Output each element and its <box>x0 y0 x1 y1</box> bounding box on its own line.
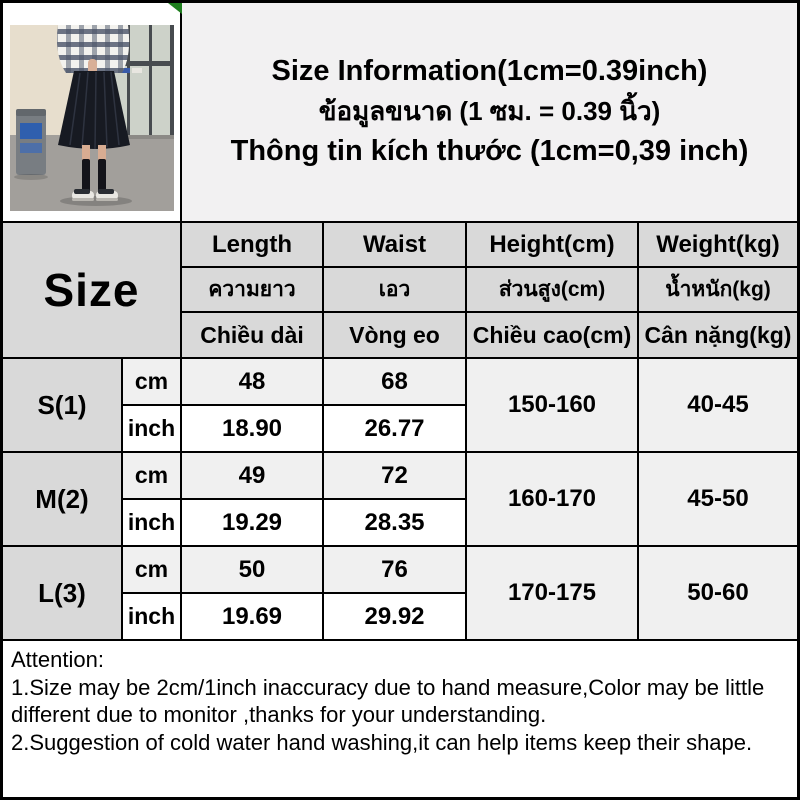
header-height-th: ส่วนสูง(cm) <box>467 268 637 311</box>
cell-m2-waist-inch: 28.35 <box>324 500 465 545</box>
cell-l3-height: 170-175 <box>467 547 637 639</box>
row-label-l3: L(3) <box>3 547 121 639</box>
cell-l3-length-cm: 50 <box>182 547 322 592</box>
header-waist-th: เอว <box>324 268 465 311</box>
attention-heading: Attention: <box>11 647 104 672</box>
header-length-th: ความยาว <box>182 268 322 311</box>
cell-m2-height: 160-170 <box>467 453 637 545</box>
header-length-vi: Chiều dài <box>182 313 322 357</box>
row-label-s1: S(1) <box>3 359 121 451</box>
title-thai: ข้อมูลขนาด (1 ซม. = 0.39 นิ้ว) <box>318 96 661 127</box>
attention-notes <box>3 641 797 797</box>
cell-m2-waist-cm: 72 <box>324 453 465 498</box>
cell-m2-length-cm: 49 <box>182 453 322 498</box>
header-height-en: Height(cm) <box>467 223 637 266</box>
attention-note-2: 2.Suggestion of cold water hand washing,it can help items keep their shape. <box>11 729 753 755</box>
trash-can <box>14 109 48 180</box>
header-waist-vi: Vòng eo <box>324 313 465 357</box>
header-weight-th: น้ำหนัก(kg) <box>639 268 797 311</box>
unit-inch-l3: inch <box>123 594 180 639</box>
cell-l3-weight: 50-60 <box>639 547 797 639</box>
cell-s1-height: 150-160 <box>467 359 637 451</box>
product-photo-cell <box>3 3 180 221</box>
unit-cm-l3: cm <box>123 547 180 592</box>
cell-s1-weight: 40-45 <box>639 359 797 451</box>
size-corner-cell: Size <box>3 223 180 357</box>
cell-m2-length-inch: 19.29 <box>182 500 322 545</box>
row-label-m2: M(2) <box>3 453 121 545</box>
header-height-vi: Chiều cao(cm) <box>467 313 637 357</box>
cell-s1-length-inch: 18.90 <box>182 406 322 451</box>
unit-inch-m2: inch <box>123 500 180 545</box>
header-weight-en: Weight(kg) <box>639 223 797 266</box>
product-photo <box>10 25 174 211</box>
cell-s1-length-cm: 48 <box>182 359 322 404</box>
attention-note-1: 1.Size may be 2cm/1inch inaccuracy due to hand measure,Color may be little different due to monitor ,thanks for your understanding. <box>11 674 765 727</box>
title-vietnamese: Thông tin kích thước (1cm=0,39 inch) <box>230 134 749 167</box>
unit-inch-s1: inch <box>123 406 180 451</box>
title-block <box>182 3 797 221</box>
header-weight-vi: Cân nặng(kg) <box>639 313 797 357</box>
unit-cm-m2: cm <box>123 453 180 498</box>
cell-s1-waist-cm: 68 <box>324 359 465 404</box>
cell-s1-waist-inch: 26.77 <box>324 406 465 451</box>
unit-cm-s1: cm <box>123 359 180 404</box>
header-waist-en: Waist <box>324 223 465 266</box>
cell-l3-waist-inch: 29.92 <box>324 594 465 639</box>
header-length-en: Length <box>182 223 322 266</box>
title-english: Size Information(1cm=0.39inch) <box>271 55 708 88</box>
cell-l3-waist-cm: 76 <box>324 547 465 592</box>
cell-l3-length-inch: 19.69 <box>182 594 322 639</box>
cell-m2-weight: 45-50 <box>639 453 797 545</box>
